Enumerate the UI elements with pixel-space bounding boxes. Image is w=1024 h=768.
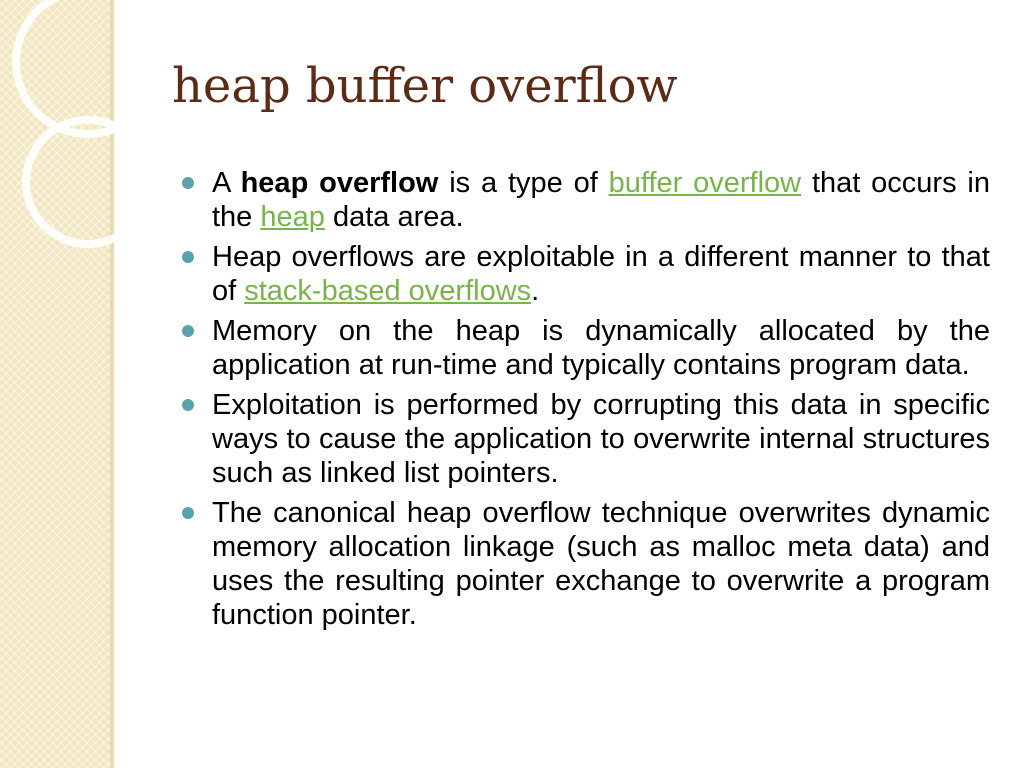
bullet-text: Exploitation is performed by corrupting this data in specific ways to cause the application to overwrite internal structures such as linked list pointers.: [212, 389, 990, 489]
bullet-dot-icon: [182, 177, 194, 189]
bullet-text: Memory on the heap is dynamically allocated by the application at run-time and typically contains program data.: [212, 315, 990, 381]
bullet-list: [180, 166, 990, 638]
bullet-item: [180, 166, 990, 234]
bullet-text: is a type of: [438, 167, 609, 199]
buffer-overflow-link[interactable]: buffer overflow: [608, 167, 802, 199]
bold-term: heap overflow: [240, 167, 439, 199]
decorative-rings-icon: [0, 0, 180, 300]
bullet-text: data area.: [324, 201, 464, 233]
ring-large: [16, 0, 160, 134]
bullet-item: [180, 314, 990, 382]
bullet-item: [180, 496, 990, 632]
slide-title: heap buffer overflow: [172, 58, 678, 114]
bullet-text: that occurs in the: [212, 167, 991, 233]
bullet-dot-icon: [182, 251, 194, 263]
bullet-item: [180, 388, 990, 490]
heap-link[interactable]: heap: [260, 201, 325, 233]
bullet-text: Heap overflows are exploitable in a different manner to that of: [212, 241, 990, 307]
ring-small: [26, 120, 150, 244]
stack-based-overflows-link[interactable]: stack-based overflows: [244, 275, 532, 307]
bullet-item: [180, 240, 990, 308]
bullet-text: A: [212, 167, 241, 199]
bullet-text: The canonical heap overflow technique overwrites dynamic memory allocation linkage (such as malloc meta data) and uses the resulting pointer exchange to overwrite a program function pointer.: [212, 497, 990, 631]
bullet-dot-icon: [182, 507, 194, 519]
bullet-text: .: [531, 275, 540, 307]
bullet-dot-icon: [182, 325, 194, 337]
bullet-dot-icon: [182, 399, 194, 411]
